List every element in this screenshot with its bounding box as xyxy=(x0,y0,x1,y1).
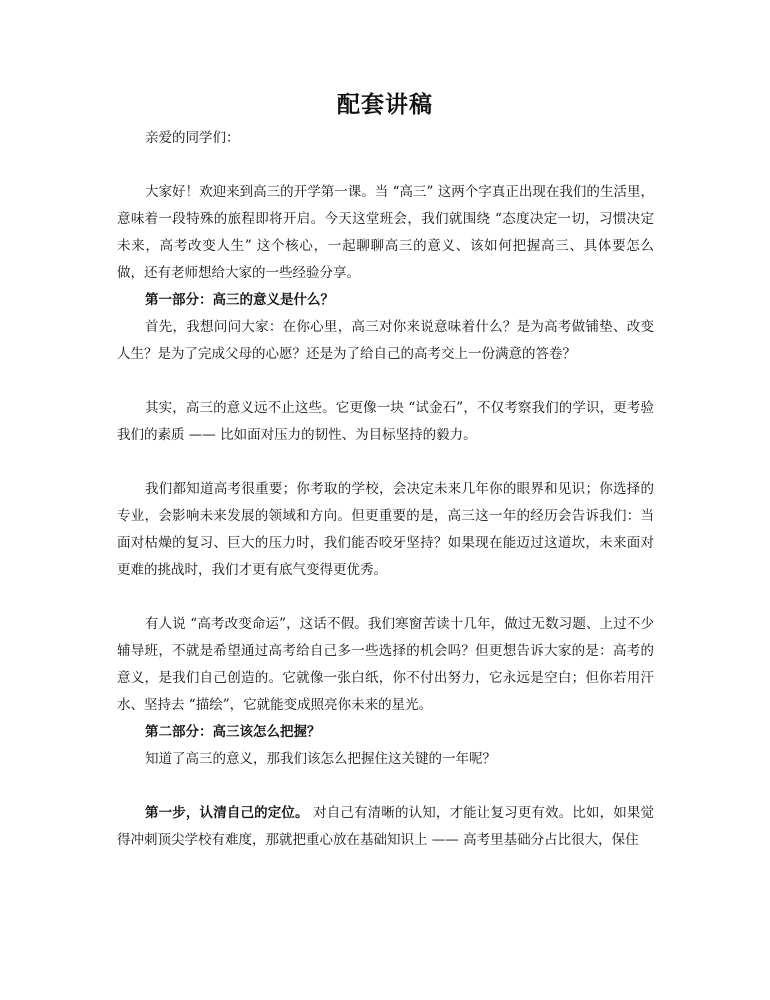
section-1-paragraph-3: 我们都知道高考很重要；你考取的学校，会决定未来几年你的眼界和见识；你选择的专业，会影响未来发展的领域和方向。但更重要的是，高三这一年的经历会告诉我们：当面对枯燥的复习、巨大的压力时，我们能否咬牙坚持？如果现在能迈过这道坎，未来面对更难的挑战时，我们才更有底气变得更优秀。 xyxy=(117,481,654,578)
salutation: 亲爱的同学们： xyxy=(145,130,240,146)
section-1-paragraph-1: 首先，我想问问大家：在你心里，高三对你来说意味着什么？是为高考做铺垫、改变人生？是为了完成父母的心愿？还是为了给自己的高考交上一份满意的答卷？ xyxy=(117,319,654,362)
blank-line xyxy=(117,584,654,611)
section-2-paragraph-1: 知道了高三的意义，那我们该怎么把握住这关键的一年呢？ xyxy=(145,751,496,767)
blank-line xyxy=(117,368,654,395)
blank-line xyxy=(117,449,654,476)
blank-line xyxy=(117,152,654,179)
section-1-paragraph-4: 有人说 “高考改变命运”，这话不假。我们寒窗苦读十几年，做过无数习题、上过不少辅导班，不就是希望通过高考给自己多一些选择的机会吗？但更想告诉大家的是：高考的意义，是我们自己创造的。它就像一张白纸，你不付出努力，它永远是空白；但你若用汗水、坚持去 “描绘”，它就能变成照亮你未来的星光。 xyxy=(117,616,654,713)
step-1-paragraph xyxy=(117,800,654,854)
blank-line xyxy=(117,773,654,800)
section-1-paragraph-2: 其实，高三的意义远不止这些。它更像一块 “试金石”，不仅考察我们的学识，更考验我们的素质 —— 比如面对压力的韧性、为目标坚持的毅力。 xyxy=(117,400,654,443)
page-title: 配套讲稿 xyxy=(337,91,433,118)
intro-paragraph: 大家好！欢迎来到高三的开学第一课。当 “高三” 这两个字真正出现在我们的生活里，意味着一段特殊的旅程即将开启。今天这堂班会，我们就围绕 “态度决定一切，习惯决定未来，高考改变人生” 这个核心，一起聊聊高三的意义、该如何把握高三、具体要怎么做，还有老师想给大家的一些经验分享。 xyxy=(117,184,654,281)
section-1-heading: 第一部分：高三的意义是什么？ xyxy=(145,292,334,308)
section-2-heading: 第二部分：高三该怎么把握？ xyxy=(145,724,321,740)
step-1-lead: 第一步，认清自己的定位。 xyxy=(145,805,309,821)
step-1-text: 对自己有清晰的认知，才能让复习更有效。比如，如果觉得冲刺顶尖学校有难度，那就把重心放在基础知识上 —— 高考里基础分占比很大，保住 xyxy=(117,805,654,848)
document-body xyxy=(117,125,654,854)
